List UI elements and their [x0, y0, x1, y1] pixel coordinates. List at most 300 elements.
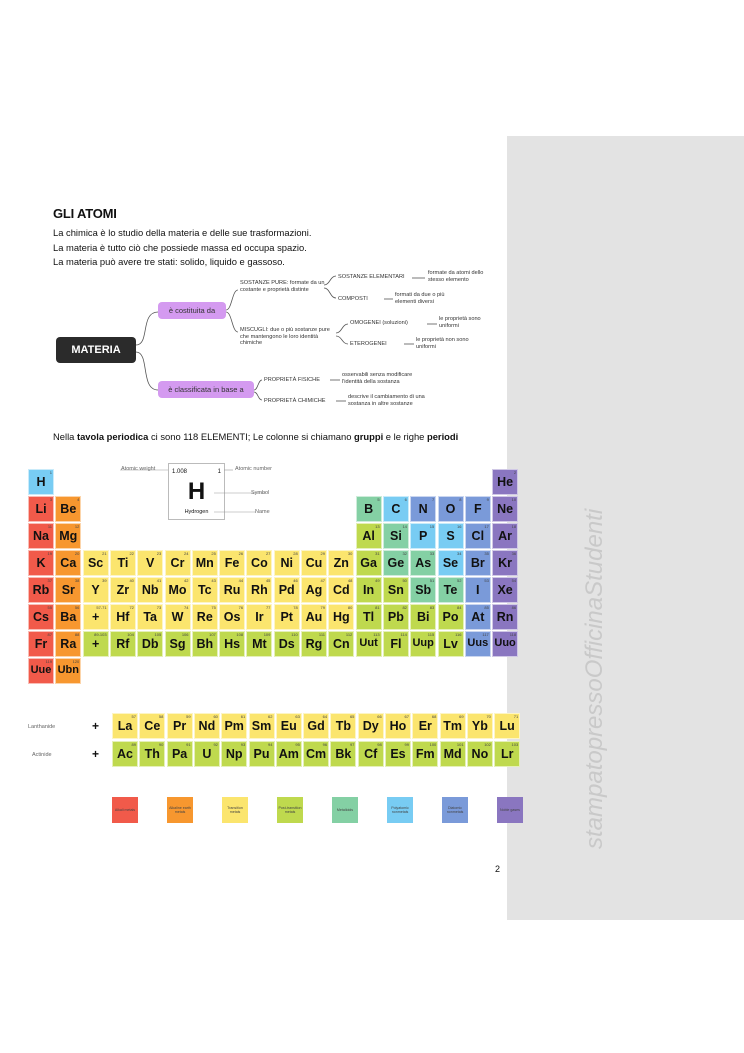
element-symbol: Rb — [32, 583, 50, 597]
element-symbol: Cf — [364, 747, 378, 761]
element-Y — [83, 577, 109, 603]
element-Pm — [221, 713, 247, 739]
element-Am — [276, 741, 302, 767]
atomic-number: 100 — [429, 742, 437, 747]
element-symbol: B — [364, 502, 374, 516]
element-symbol: Hs — [224, 637, 241, 651]
element-Be — [55, 496, 81, 522]
legend-swatch-transition: Transition metals — [222, 797, 248, 823]
element-Cd — [328, 577, 354, 603]
element-symbol: Uut — [359, 637, 378, 649]
element-symbol: Ba — [60, 610, 77, 624]
element-Bh — [192, 631, 218, 657]
atomic-number: 109 — [263, 632, 271, 637]
element-Al — [356, 523, 382, 549]
sentence-part: Nella — [53, 431, 77, 442]
element-symbol: Bk — [335, 747, 352, 761]
element-Uuo — [492, 631, 518, 657]
element-Uus — [465, 631, 491, 657]
element-S — [438, 523, 464, 549]
element-Kr — [492, 550, 518, 576]
element-Mg — [55, 523, 81, 549]
element-Yb — [467, 713, 493, 739]
atomic-number: 60 — [213, 714, 218, 719]
element-Ti — [110, 550, 136, 576]
element-Hs — [219, 631, 245, 657]
atomic-number: 64 — [322, 714, 328, 719]
element-symbol: K — [36, 556, 46, 570]
atomic-number: 59 — [186, 714, 191, 719]
mindmap-desc-heterogeneous: le proprietà non sono uniformi — [416, 337, 469, 350]
atomic-number: 94 — [268, 742, 273, 747]
element-symbol: Pt — [280, 610, 293, 624]
element-Th — [139, 741, 165, 767]
element-symbol: Co — [251, 556, 268, 570]
element-Pu — [249, 741, 275, 767]
element-Mn — [192, 550, 218, 576]
atomic-number: 119 — [45, 659, 52, 664]
element-Cr — [165, 550, 191, 576]
element-symbol: Ni — [280, 556, 293, 570]
element-symbol: Po — [442, 610, 459, 624]
element-symbol: Tm — [443, 719, 462, 733]
atomic-number: 97 — [349, 742, 355, 747]
element-Sr — [55, 577, 81, 603]
atomic-number: 19 — [47, 551, 52, 556]
atomic-number: 54 — [511, 578, 517, 583]
element-symbol: Te — [443, 583, 458, 597]
element-symbol: Gd — [307, 719, 325, 733]
atomic-number: 62 — [268, 714, 273, 719]
mindmap-root: MATERIA — [56, 337, 136, 363]
mindmap-desc-chemical: descrive il cambiamento di una sostanza in altre sostanze — [348, 394, 425, 407]
element-symbol: Ubn — [57, 664, 79, 676]
atomic-number: 53 — [484, 578, 489, 583]
element-Sn — [383, 577, 409, 603]
atomic-number: 39 — [102, 578, 107, 583]
atomic-number: 86 — [511, 605, 517, 610]
element-symbol: No — [471, 747, 489, 761]
element-Uut — [356, 631, 382, 657]
atomic-number: 90 — [158, 742, 164, 747]
legend-swatch-nonmetal: Polyatomic nonmetals — [387, 797, 413, 823]
element-symbol: Ar — [498, 529, 513, 543]
element-Er — [412, 713, 438, 739]
element-symbol: I — [476, 583, 480, 597]
element-symbol: Sc — [87, 556, 104, 570]
intro-line: La materia può avere tre stati: solido, liquido e gassoso. — [53, 256, 285, 268]
element-symbol: Fr — [34, 637, 48, 651]
element-Bk — [330, 741, 356, 767]
atomic-number: 25 — [211, 551, 216, 556]
element-Ga — [356, 550, 382, 576]
element-symbol: Ir — [255, 610, 264, 624]
legend-swatch-post: Post-transition metals — [277, 797, 303, 823]
mindmap-desc-compounds: formati da due o più elementi diversi — [395, 292, 445, 305]
element-symbol: Pm — [224, 719, 244, 733]
atomic-number: 115 — [427, 632, 435, 637]
element-O — [438, 496, 464, 522]
element-symbol: Li — [35, 502, 47, 516]
element-symbol: Br — [470, 556, 485, 570]
element-Es — [385, 741, 411, 767]
atomic-number: 2 — [513, 470, 517, 475]
element-F — [465, 496, 491, 522]
element-Tb — [330, 713, 356, 739]
atomic-number: 57-71 — [96, 605, 107, 610]
element-Re — [192, 604, 218, 630]
element-symbol: Ge — [387, 556, 405, 570]
element-symbol: Sg — [169, 637, 186, 651]
atomic-number: 61 — [240, 714, 246, 719]
element-symbol: Eu — [280, 719, 297, 733]
element-symbol: Se — [442, 556, 459, 570]
lanthanide-label: Lanthanide — [28, 724, 56, 730]
atomic-number: 14 — [402, 524, 407, 529]
element-Eu — [276, 713, 302, 739]
element-Ir — [246, 604, 272, 630]
atomic-number: 15 — [429, 524, 435, 529]
element-Ni — [274, 550, 300, 576]
mindmap-desc-physical: osservabili senza modificare l'identità della sostanza — [342, 372, 413, 385]
element-symbol: Kr — [498, 556, 513, 570]
element-symbol: Mg — [59, 529, 78, 543]
legend-swatch-noble: Noble gases — [497, 797, 523, 823]
element-Ar — [492, 523, 518, 549]
sentence-bold: gruppi — [354, 431, 384, 442]
element-symbol: Uus — [467, 637, 489, 649]
element-symbol: Cm — [306, 747, 327, 761]
atomic-number: 45 — [265, 578, 271, 583]
atomic-number: 27 — [265, 551, 271, 556]
atomic-number: 50 — [402, 578, 407, 583]
element-As — [410, 550, 436, 576]
element-Pd — [274, 577, 300, 603]
atomic-number: 37 — [47, 578, 52, 583]
element-Li — [28, 496, 54, 522]
atomic-number: 98 — [377, 742, 382, 747]
element-symbol: Cl — [471, 529, 485, 543]
element-symbol: Mn — [195, 556, 214, 570]
element-symbol: Os — [223, 610, 241, 624]
atomic-number: 68 — [431, 714, 437, 719]
element-symbol: Hf — [116, 610, 130, 624]
sentence-part: e le righe — [383, 431, 427, 442]
element-symbol: Np — [225, 747, 243, 761]
element-Cs — [28, 604, 54, 630]
element-Fl — [383, 631, 409, 657]
atomic-number: 47 — [320, 578, 325, 583]
atomic-number: 7 — [431, 497, 435, 502]
atomic-number: 32 — [402, 551, 407, 556]
key-label-name: Name — [255, 509, 270, 515]
sentence-bold: periodi — [426, 431, 459, 442]
element-N — [410, 496, 436, 522]
element-symbol: Yb — [471, 719, 488, 733]
element-Lr — [494, 741, 520, 767]
element-P — [410, 523, 436, 549]
element-Pa — [167, 741, 193, 767]
element-symbol: Tl — [363, 610, 375, 624]
element-Pb — [383, 604, 409, 630]
element-symbol: He — [497, 475, 514, 489]
element-Cl — [465, 523, 491, 549]
element-Os — [219, 604, 245, 630]
element-symbol: N — [418, 502, 428, 516]
element-Au — [301, 604, 327, 630]
mindmap-node-heterogeneous: ETEROGENEI — [350, 341, 387, 347]
atomic-number: 120 — [72, 659, 80, 664]
element-Ce — [139, 713, 165, 739]
atomic-number: 36 — [511, 551, 517, 556]
element-symbol: V — [146, 556, 155, 570]
atomic-number: 116 — [455, 632, 462, 637]
element-B — [356, 496, 382, 522]
atomic-number: 29 — [320, 551, 325, 556]
element-Fm — [412, 741, 438, 767]
atomic-number: 110 — [291, 632, 298, 637]
element-symbol: Sr — [61, 583, 75, 597]
element-symbol: Nb — [141, 583, 159, 597]
element-Sb — [410, 577, 436, 603]
atomic-number: 55 — [47, 605, 52, 610]
atomic-number: 13 — [375, 524, 380, 529]
element-symbol: Cr — [170, 556, 185, 570]
atomic-number: 65 — [349, 714, 355, 719]
element-Uup — [410, 631, 436, 657]
atomic-number: 30 — [347, 551, 353, 556]
atomic-number: 42 — [184, 578, 189, 583]
key-weight: 1.008 — [172, 469, 188, 475]
atomic-number: 112 — [345, 632, 353, 637]
atomic-number: 92 — [213, 742, 218, 747]
element-Xe — [492, 577, 518, 603]
atomic-number: 99 — [404, 742, 409, 747]
atomic-number: 38 — [74, 578, 80, 583]
atomic-number: 8 — [459, 497, 462, 502]
element-Te — [438, 577, 464, 603]
atomic-number: 78 — [293, 605, 298, 610]
element-symbol: W — [171, 610, 184, 624]
element-symbol: Pb — [387, 610, 404, 624]
element-W — [165, 604, 191, 630]
periodic-table-sentence — [53, 431, 458, 442]
element-Ubn — [55, 658, 81, 684]
element-symbol: Mo — [168, 583, 187, 597]
atomic-number: 3 — [49, 497, 52, 502]
element-symbol: Ac — [117, 747, 133, 761]
atomic-number: 22 — [129, 551, 134, 556]
legend-swatch-alkaline: Alkaline earth metals — [167, 797, 193, 823]
element-Rb — [28, 577, 54, 603]
element-Tl — [356, 604, 382, 630]
element-symbol: Es — [390, 747, 406, 761]
atomic-number: 113 — [373, 632, 380, 637]
atomic-number: 81 — [375, 605, 380, 610]
element-Gd — [303, 713, 329, 739]
mindmap-branch-composition: è costituita da — [158, 302, 226, 319]
element-Sc — [83, 550, 109, 576]
element-symbol: Uue — [30, 664, 52, 676]
element-Ac — [112, 741, 138, 767]
element-+ — [83, 604, 109, 630]
element-I — [465, 577, 491, 603]
element-symbol: U — [202, 747, 212, 761]
mindmap-desc-homogeneous: le proprietà sono uniformi — [439, 316, 481, 329]
element-Mo — [165, 577, 191, 603]
atomic-number: 104 — [127, 632, 134, 637]
sentence-part: ci sono 118 ELEMENTI; Le colonne si chiamano — [148, 431, 355, 442]
mindmap-branch-classification: è classificata in base a — [158, 381, 254, 398]
element-symbol: Ti — [117, 556, 129, 570]
element-La — [112, 713, 138, 739]
element-symbol: Ds — [278, 637, 295, 651]
element-symbol: Nd — [198, 719, 216, 733]
element-Ag — [301, 577, 327, 603]
atomic-number: 79 — [320, 605, 325, 610]
element-symbol: Am — [278, 747, 299, 761]
atomic-number: 66 — [377, 714, 382, 719]
sentence-bold: tavola periodica — [76, 431, 149, 442]
atomic-number: 33 — [429, 551, 435, 556]
element-Ne — [492, 496, 518, 522]
atomic-number: 89 — [131, 742, 136, 747]
element-symbol: Zn — [333, 556, 349, 570]
element-symbol: Ca — [60, 556, 77, 570]
atomic-number: 102 — [484, 742, 491, 747]
mindmap-node-homogeneous: OMOGENEI (soluzioni) — [350, 320, 408, 326]
atomic-number: 21 — [102, 551, 107, 556]
element-symbol: Ag — [305, 583, 323, 597]
element-symbol: In — [363, 583, 375, 597]
element-symbol: Lv — [443, 637, 458, 651]
element-Nb — [137, 577, 163, 603]
element-symbol: Uup — [412, 637, 434, 649]
element-V — [137, 550, 163, 576]
atomic-number: 85 — [484, 605, 489, 610]
key-symbol: H — [187, 478, 206, 505]
element-symbol: Al — [362, 529, 375, 543]
element-No — [467, 741, 493, 767]
element-symbol: Cs — [33, 610, 49, 624]
atomic-number: 95 — [295, 742, 300, 747]
element-Si — [383, 523, 409, 549]
atomic-number: 58 — [158, 714, 164, 719]
element-In — [356, 577, 382, 603]
element-Rn — [492, 604, 518, 630]
element-Ho — [385, 713, 411, 739]
element-symbol: Zr — [116, 583, 130, 597]
atomic-number: 96 — [322, 742, 328, 747]
element-He — [492, 469, 518, 495]
element-symbol: Sn — [387, 583, 404, 597]
element-symbol: S — [446, 529, 455, 543]
atomic-number: 23 — [156, 551, 162, 556]
element-symbol: Db — [141, 637, 159, 651]
element-symbol: Tb — [335, 719, 352, 733]
periodic-table — [28, 461, 550, 834]
atomic-number: 91 — [186, 742, 191, 747]
element-Np — [221, 741, 247, 767]
element-symbol: Re — [196, 610, 213, 624]
element-Fe — [219, 550, 245, 576]
element-symbol: Cd — [332, 583, 350, 597]
atomic-number: 5 — [377, 497, 380, 502]
intro-line: La materia è tutto ciò che possiede massa ed occupa spazio. — [53, 241, 307, 253]
atomic-number: 118 — [509, 632, 517, 637]
atomic-number: 43 — [211, 578, 216, 583]
element-symbol: Fl — [390, 637, 402, 651]
atomic-number: 18 — [511, 524, 517, 529]
atomic-number: 4 — [77, 497, 80, 502]
atomic-number: 75 — [211, 605, 216, 610]
element-symbol: La — [117, 719, 133, 733]
element-symbol: + — [91, 610, 100, 624]
atomic-number: 76 — [238, 605, 244, 610]
element-symbol: Y — [91, 583, 100, 597]
element-Dy — [358, 713, 384, 739]
element-Rf — [110, 631, 136, 657]
element-symbol: P — [419, 529, 428, 543]
element-symbol: Rf — [116, 637, 130, 651]
key-name: Hydrogen — [184, 509, 209, 515]
element-symbol: Cn — [332, 637, 350, 651]
element-symbol: Ra — [60, 637, 77, 651]
element-Na — [28, 523, 54, 549]
atomic-number: 16 — [457, 524, 462, 529]
atomic-number: 77 — [265, 605, 271, 610]
element-symbol: Ne — [497, 502, 514, 516]
element-symbol: Si — [389, 529, 402, 543]
element-Hg — [328, 604, 354, 630]
atomic-number: 34 — [457, 551, 462, 556]
element-Zr — [110, 577, 136, 603]
atomic-number: 70 — [486, 714, 491, 719]
atomic-number: 40 — [129, 578, 134, 583]
key-label-weight: Atomic weight — [121, 466, 156, 472]
element-Lv — [438, 631, 464, 657]
atomic-number: 46 — [293, 578, 298, 583]
atomic-number: 101 — [456, 742, 464, 747]
atomic-number: 74 — [184, 605, 189, 610]
atomic-number: 57 — [131, 714, 136, 719]
element-symbol: Md — [443, 747, 462, 761]
atomic-number: 63 — [295, 714, 300, 719]
atomic-number: 117 — [482, 632, 489, 637]
element-H — [28, 469, 54, 495]
element-symbol: + — [91, 637, 100, 651]
element-symbol: Cu — [305, 556, 323, 570]
legend-swatch-alkali: Alkali metals — [112, 797, 138, 823]
atomic-number: 80 — [347, 605, 353, 610]
atomic-number: 48 — [347, 578, 353, 583]
element-symbol: Lr — [500, 747, 514, 761]
element-symbol: Tc — [197, 583, 212, 597]
element-Lu — [494, 713, 520, 739]
element-Fr — [28, 631, 54, 657]
element-Rg — [301, 631, 327, 657]
atomic-number: 6 — [404, 497, 407, 502]
element-symbol: Ho — [389, 719, 407, 733]
element-Po — [438, 604, 464, 630]
atomic-number: 105 — [154, 632, 162, 637]
element-symbol: Sm — [251, 719, 272, 733]
element-Co — [246, 550, 272, 576]
element-symbol: Dy — [362, 719, 379, 733]
element-Se — [438, 550, 464, 576]
element-symbol: Rh — [251, 583, 268, 597]
atomic-number: 88 — [74, 632, 80, 637]
